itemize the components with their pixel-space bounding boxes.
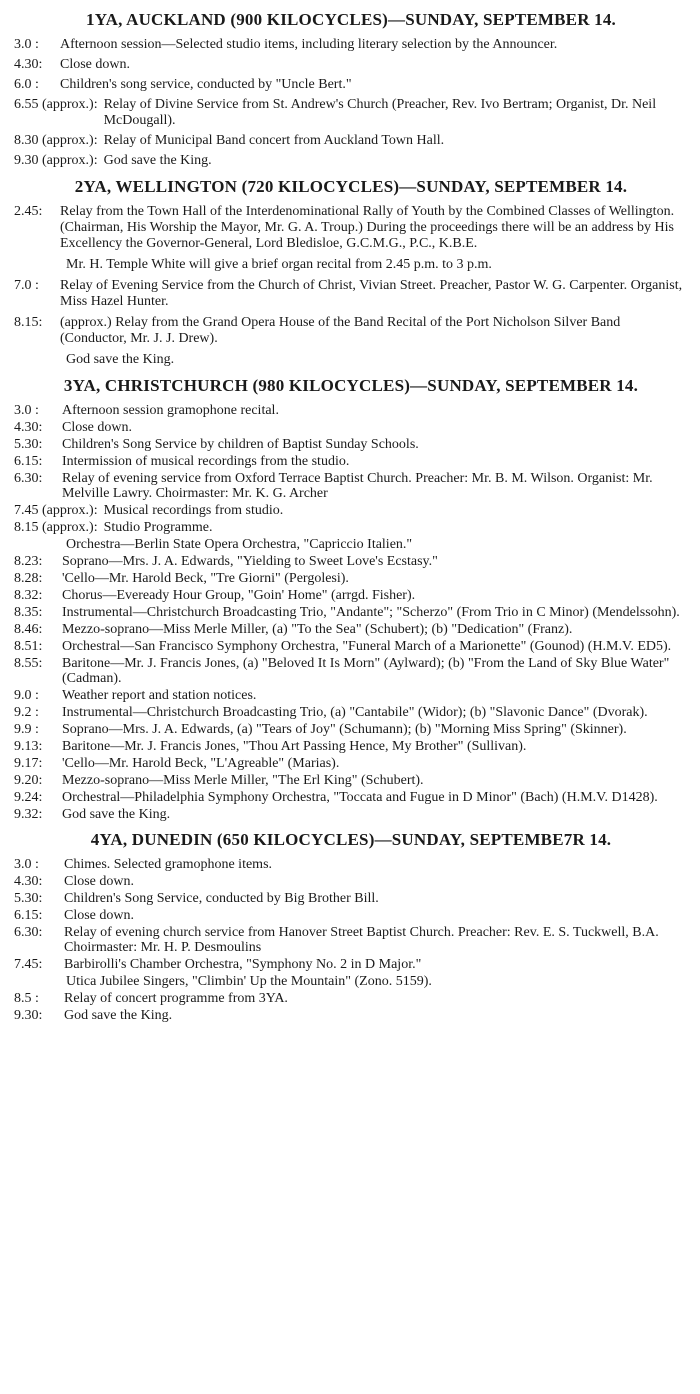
programme-time: 6.30: [14, 471, 43, 486]
programme-description: Instrumental—Christchurch Broadcasting Trio, (a) "Cantabile" (Widor); (b) "Slavonic Dance" (Dvorak). [62, 705, 648, 720]
programme-time: 6.30: [14, 925, 43, 940]
programme-description: Relay of concert programme from 3YA. [64, 991, 288, 1006]
station-section [14, 830, 688, 1023]
programme-time: 6.55 (approx.): [14, 97, 98, 112]
programme-time: 9.9 : [14, 722, 39, 737]
station-section [14, 376, 688, 822]
programme-item [14, 588, 688, 603]
programme-time: 7.0 : [14, 278, 39, 293]
programme-item [14, 974, 688, 989]
programme-time: 4.30: [14, 420, 43, 435]
programme-item [14, 77, 688, 93]
programme-time: 8.28: [14, 571, 43, 586]
programme-description: Mezzo-soprano—Miss Merle Miller, (a) "To the Sea" (Schubert); (b) "Dedication" (Franz). [62, 622, 573, 637]
programme-time: 8.15 (approx.): [14, 520, 98, 535]
programme-description: Close down. [64, 874, 134, 889]
programme-time: 8.30 (approx.): [14, 133, 98, 148]
programme-time: 3.0 : [14, 857, 39, 872]
programme-description: Orchestral—Philadelphia Symphony Orchestra, "Toccata and Fugue in D Minor" (Bach) (H.M.V. D1428). [62, 790, 658, 805]
programme-description: 'Cello—Mr. Harold Beck, "L'Agreable" (Marias). [62, 756, 340, 771]
programme-time: 6.15: [14, 908, 43, 923]
programme-description: Afternoon session—Selected studio items, including literary selection by the Announcer. [60, 37, 558, 52]
programme-time: 9.13: [14, 739, 43, 754]
programme-time: 8.55: [14, 656, 43, 671]
programme-item [14, 874, 688, 889]
programme-time: 8.5 : [14, 991, 39, 1006]
programme-description: Orchestral—San Francisco Symphony Orchestra, "Funeral March of a Marionette" (Gounod) (H.M.V. ED5). [62, 639, 672, 654]
programme-time: 9.30: [14, 1008, 43, 1023]
programme-description: Relay of Evening Service from the Church of Christ, Vivian Street. Preacher, Pastor W. G. Carpenter. Organist, Miss Hazel Hunter. [60, 278, 683, 309]
programme-item [14, 37, 688, 53]
programme-item [14, 420, 688, 435]
programme-description: Chimes. Selected gramophone items. [64, 857, 273, 872]
programme-item [14, 352, 688, 368]
programme-item [14, 957, 688, 972]
programme-item [14, 437, 688, 452]
station-heading: 3YA, CHRISTCHURCH (980 KILOCYCLES)—SUNDAY, SEPTEMBER 14. [63, 376, 639, 395]
programme-time: 8.51: [14, 639, 43, 654]
programme-item [14, 773, 688, 788]
programme-item [14, 454, 688, 469]
programme-description: Baritone—Mr. J. Francis Jones, (a) "Beloved It Is Morn" (Aylward); (b) "From the Land of Sky Blue Water" (Cadman). [62, 656, 670, 686]
programme-description: Children's song service, conducted by "Uncle Bert." [60, 77, 352, 92]
station-section [14, 177, 688, 368]
programme-item [14, 622, 688, 637]
programme-list [14, 857, 688, 1023]
programme-time: 3.0 : [14, 403, 39, 418]
programme-time: 7.45 (approx.): [14, 503, 98, 518]
programme-item [14, 133, 688, 149]
programme-item [14, 571, 688, 586]
programme-description: God save the King. [62, 807, 171, 822]
programme-time: 8.35: [14, 605, 43, 620]
programme-time: 9.2 : [14, 705, 39, 720]
programme-description: Afternoon session gramophone recital. [62, 403, 279, 418]
programme-list [14, 204, 688, 368]
programme-time: 6.0 : [14, 77, 39, 92]
programme-item [14, 315, 688, 347]
programme-item [14, 739, 688, 754]
programme-description: Studio Programme. [103, 520, 213, 535]
programme-description: 'Cello—Mr. Harold Beck, "Tre Giorni" (Pergolesi). [62, 571, 349, 586]
programme-list [14, 37, 688, 169]
programme-description: Orchestra—Berlin State Opera Orchestra, "Capriccio Italien." [66, 537, 413, 552]
programme-time: 8.46: [14, 622, 43, 637]
programme-description: Relay from the Town Hall of the Interdenominational Rally of Youth by the Combined Classes of Wellington. (Chairman, His Worship the Mayor, Mr. G. A. Troup.) During the proceedings there will be an address by His Excellency the Governor-General, Lord Bledisloe, G.C.M.G., P.C., K.B.E. [60, 204, 675, 251]
programme-time: 9.17: [14, 756, 43, 771]
programme-item [14, 554, 688, 569]
programme-item [14, 756, 688, 771]
programme-description: Weather report and station notices. [62, 688, 257, 703]
programme-description: (approx.) Relay from the Grand Opera House of the Band Recital of the Port Nicholson Silver Band (Conductor, Mr. J. J. Drew). [60, 315, 621, 346]
programme-description: Instrumental—Christchurch Broadcasting Trio, "Andante"; "Scherzo" (From Trio in C Minor) (Mendelssohn). [62, 605, 680, 620]
programme-description: Close down. [60, 57, 130, 72]
programme-description: Mezzo-soprano—Miss Merle Miller, "The Erl King" (Schubert). [62, 773, 424, 788]
station-heading: 2YA, WELLINGTON (720 KILOCYCLES)—SUNDAY, SEPTEMBER 14. [74, 177, 628, 196]
programme-description: Relay of Municipal Band concert from Auckland Town Hall. [103, 133, 445, 148]
programme-item [14, 705, 688, 720]
programme-item [14, 722, 688, 737]
programme-item [14, 1008, 688, 1023]
programme-description: Chorus—Eveready Hour Group, "Goin' Home" (arrgd. Fisher). [62, 588, 416, 603]
programme-item [14, 908, 688, 923]
programme-time: 9.20: [14, 773, 43, 788]
programme-time: 2.45: [14, 204, 43, 219]
programme-time: 9.30 (approx.): [14, 153, 98, 168]
programme-item [14, 857, 688, 872]
programme-item [14, 656, 688, 686]
programme-time: 4.30: [14, 57, 43, 72]
programme-time: 6.15: [14, 454, 43, 469]
programme-item [14, 204, 688, 252]
programme-description: Relay of evening church service from Hanover Street Baptist Church. Preacher: Rev. E. S. Tuckwell, B.A. Choirmaster: Mr. H. P. Desmoulins [64, 925, 659, 955]
programme-time: 8.15: [14, 315, 43, 330]
programme-description: Soprano—Mrs. J. A. Edwards, "Yielding to Sweet Love's Ecstasy." [62, 554, 438, 569]
programme-item [14, 891, 688, 906]
programme-time: 8.32: [14, 588, 43, 603]
programme-time: 9.0 : [14, 688, 39, 703]
programme-item [14, 503, 688, 518]
programme-description: Children's Song Service, conducted by Big Brother Bill. [64, 891, 379, 906]
programme-item [14, 925, 688, 955]
programme-description: Mr. H. Temple White will give a brief organ recital from 2.45 p.m. to 3 p.m. [66, 257, 492, 272]
station-heading: 1YA, AUCKLAND (900 KILOCYCLES)—SUNDAY, SEPTEMBER 14. [86, 10, 616, 29]
programme-item [14, 688, 688, 703]
programme-item [14, 278, 688, 310]
programme-item [14, 471, 688, 501]
station-section [14, 10, 688, 169]
programme-time: 4.30: [14, 874, 43, 889]
programme-description: God save the King. [64, 1008, 173, 1023]
programme-time: 9.32: [14, 807, 43, 822]
programme-description: Close down. [62, 420, 132, 435]
programme-item [14, 520, 688, 535]
programme-item [14, 537, 688, 552]
programme-description: Baritone—Mr. J. Francis Jones, "Thou Art Passing Hence, My Brother" (Sullivan). [62, 739, 527, 754]
programme-time: 7.45: [14, 957, 43, 972]
programme-description: Relay of Divine Service from St. Andrew's Church (Preacher, Rev. Ivo Bertram; Organist, Dr. Neil McDougall). [103, 97, 657, 128]
programme-time: 3.0 : [14, 37, 39, 52]
programme-description: Relay of evening service from Oxford Terrace Baptist Church. Preacher: Mr. B. M. Wilson. Organist: Mr. Melville Lawry. Choirmaster: Mr. K. G. Archer [62, 471, 653, 501]
station-heading: 4YA, DUNEDIN (650 KILOCYCLES)—SUNDAY, SEPTEMBE7R 14. [90, 830, 612, 849]
programme-description: Barbirolli's Chamber Orchestra, "Symphony No. 2 in D Major." [64, 957, 422, 972]
programme-time: 5.30: [14, 891, 43, 906]
programme-item [14, 605, 688, 620]
programme-description: Musical recordings from studio. [103, 503, 284, 518]
programme-description: Utica Jubilee Singers, "Climbin' Up the Mountain" (Zono. 5159). [66, 974, 432, 989]
programme-time: 8.23: [14, 554, 43, 569]
programme-item [14, 991, 688, 1006]
programme-item [14, 257, 688, 273]
programme-time: 9.24: [14, 790, 43, 805]
programme-time: 5.30: [14, 437, 43, 452]
programme-description: Children's Song Service by children of Baptist Sunday Schools. [62, 437, 419, 452]
programme-description: Soprano—Mrs. J. A. Edwards, (a) "Tears of Joy" (Schumann); (b) "Morning Miss Spring" (Skinner). [62, 722, 627, 737]
programme-list [14, 403, 688, 822]
programme-description: God save the King. [103, 153, 212, 168]
programme-item [14, 639, 688, 654]
programme-item [14, 403, 688, 418]
programme-item [14, 790, 688, 805]
programme-description: Close down. [64, 908, 134, 923]
programme-description: Intermission of musical recordings from the studio. [62, 454, 350, 469]
programme-item [14, 97, 688, 129]
programme-item [14, 153, 688, 169]
programme-description: God save the King. [66, 352, 175, 367]
programme-item [14, 57, 688, 73]
programme-item [14, 807, 688, 822]
